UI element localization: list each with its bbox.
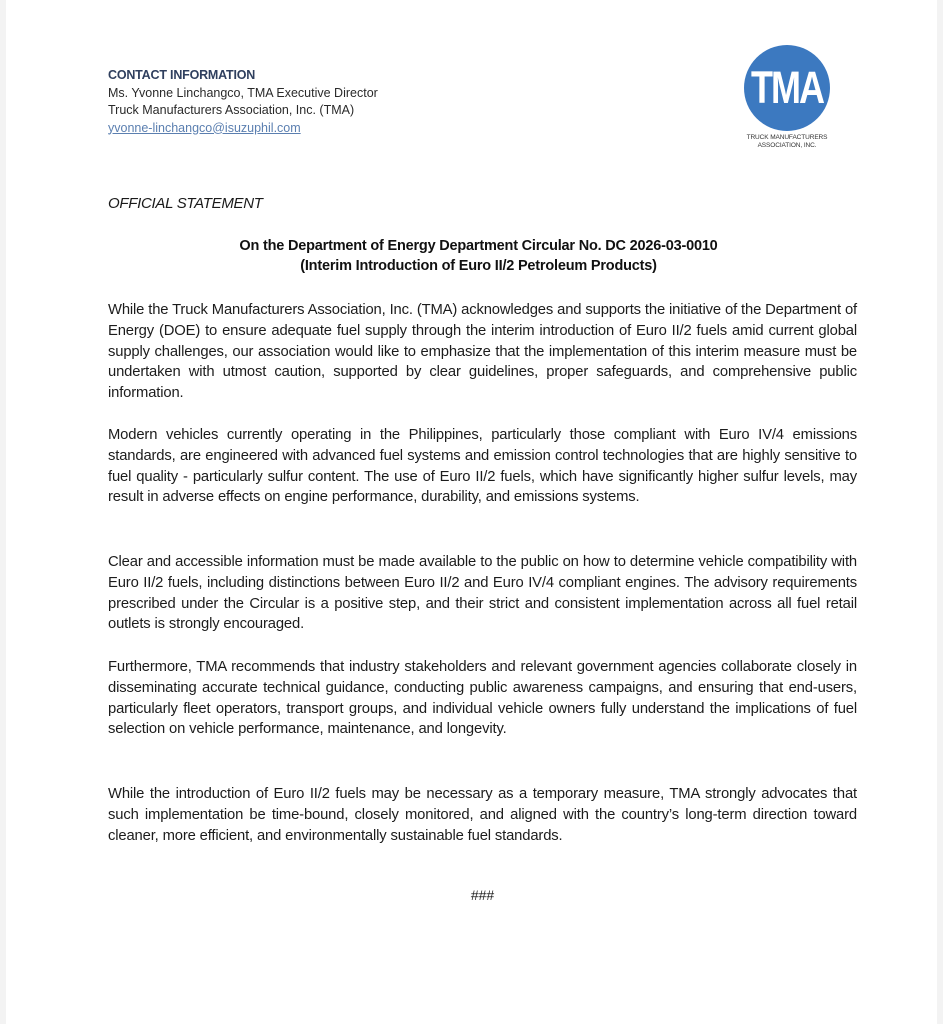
end-mark: ###: [470, 887, 495, 903]
logo-text: TMA: [751, 61, 823, 113]
statement-label: OFFICIAL STATEMENT: [108, 195, 263, 212]
title-subtitle: (Interim Introduction of Euro II/2 Petroleum Products): [300, 258, 657, 274]
logo-caption-line: ASSOCIATION, INC.: [757, 142, 817, 149]
tma-logo-icon: [744, 45, 830, 131]
logo-caption-line: TRUCK MANUFACTURERS: [746, 134, 828, 141]
contact-information: [108, 67, 378, 137]
document-title: [108, 236, 849, 276]
title-line: On the Department of Energy Department Circular No. DC 2026-03-0010: [239, 238, 718, 254]
paragraph: Furthermore, TMA recommends that industry stakeholders and relevant government agencies collaborate closely in disseminating accurate technical guidance, conducting public awareness campaigns, and ensuring that end-users, particularly fleet operators, transport groups, and individual vehicle owners fully understand the implications of fuel selection on vehicle performance, maintenance, and longevity.: [108, 659, 857, 738]
paragraph: Modern vehicles currently operating in the Philippines, particularly those compliant with Euro IV/4 emissions standards, are engineered with advanced fuel systems and emission control technologies that are highly sensitive to fuel quality - particularly sulfur content. The use of Euro II/2 fuels, which have significantly higher sulfur levels, may result in adverse effects on engine performance, durability, and emissions systems.: [108, 427, 857, 506]
contact-organization: Truck Manufacturers Association, Inc. (TMA): [108, 103, 355, 117]
contact-name: Ms. Yvonne Linchangco, TMA Executive Director: [108, 85, 378, 100]
document-page: [6, 0, 937, 1024]
contact-email-link[interactable]: yvonne-linchangco@isuzuphil.com: [108, 120, 301, 135]
paragraph: While the introduction of Euro II/2 fuels may be necessary as a temporary measure, TMA strongly advocates that such implementation be time-bound, closely monitored, and aligned with the country’s long-term direction toward cleaner, more efficient, and environmentally sustainable fuel standards.: [108, 786, 857, 844]
contact-heading: CONTACT INFORMATION: [108, 68, 256, 82]
logo-caption: [722, 134, 852, 150]
paragraph: While the Truck Manufacturers Association, Inc. (TMA) acknowledges and supports the initiative of the Department of Energy (DOE) to ensure adequate fuel supply through the interim introduction of Euro II/2 fuels amid current global supply challenges, our association would like to emphasize that the implementation of this interim measure must be undertaken with utmost caution, supported by clear guidelines, proper safeguards, and comprehensive public information.: [108, 302, 857, 402]
paragraph: Clear and accessible information must be made available to the public on how to determine vehicle compatibility with Euro II/2 fuels, including distinctions between Euro II/2 and Euro IV/4 compliant engines. The advisory requirements prescribed under the Circular is a positive step, and their strict and consistent implementation across all fuel retail outlets is strongly encouraged.: [108, 554, 857, 633]
tma-logo: [722, 45, 852, 150]
